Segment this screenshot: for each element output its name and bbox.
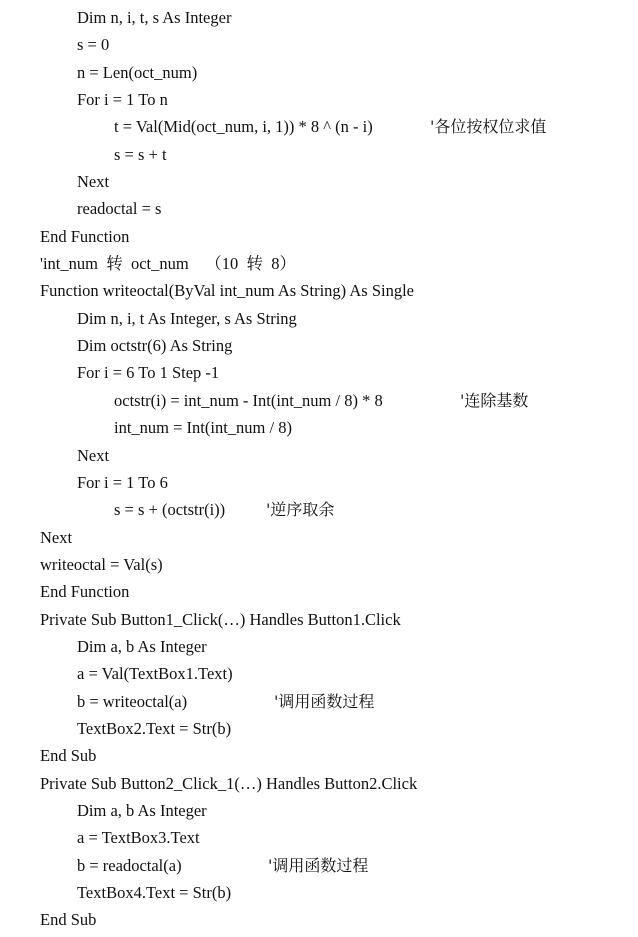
code-line: [0, 141, 638, 168]
code-text: For i = 1 To 6: [77, 472, 168, 492]
code-line: [0, 113, 638, 140]
code-text: End Function: [40, 582, 130, 602]
code-text: n = Len(oct_num): [77, 62, 198, 82]
code-text: For i = 6 To 1 Step -1: [77, 363, 220, 383]
code-line: [0, 387, 638, 414]
code-line: [0, 688, 638, 715]
code-text: s = 0: [77, 35, 110, 55]
code-text: Next: [40, 527, 73, 547]
code-line: [0, 442, 638, 469]
code-text: b = writeoctal(a): [77, 691, 188, 711]
code-comment: '各位按权位求值: [430, 117, 547, 137]
code-comment: '逆序取余: [266, 500, 335, 520]
code-text: Dim a, b As Integer: [77, 800, 207, 820]
code-text: a = TextBox3.Text: [77, 828, 200, 848]
code-line: [0, 742, 638, 769]
code-line: [0, 906, 638, 933]
code-line: [0, 715, 638, 742]
code-line: [0, 633, 638, 660]
code-comment: '调用函数过程: [268, 855, 369, 875]
code-line: [0, 168, 638, 195]
code-comment: '调用函数过程: [274, 691, 375, 711]
code-line: [0, 879, 638, 906]
code-line: [0, 469, 638, 496]
code-line: [0, 305, 638, 332]
code-text: readoctal = s: [77, 199, 162, 219]
code-line: [0, 359, 638, 386]
code-line: [0, 496, 638, 523]
code-text: TextBox2.Text = Str(b): [77, 718, 232, 738]
code-text: 'int_num 转 oct_num （10 转 8）: [40, 254, 296, 274]
code-line: [0, 524, 638, 551]
code-line: [0, 86, 638, 113]
code-text: Dim n, i, t As Integer, s As String: [77, 308, 297, 328]
code-line: [0, 223, 638, 250]
code-line: [0, 31, 638, 58]
code-text: b = readoctal(a): [77, 855, 182, 875]
code-comment: '连除基数: [460, 390, 529, 410]
code-line: [0, 824, 638, 851]
code-text: s = s + (octstr(i)): [114, 500, 226, 520]
code-text: End Function: [40, 226, 130, 246]
code-line: [0, 797, 638, 824]
code-line: [0, 59, 638, 86]
code-line: [0, 551, 638, 578]
code-text: Dim n, i, t, s As Integer: [77, 8, 232, 27]
code-text: int_num = Int(int_num / 8): [114, 418, 292, 438]
code-text: Function writeoctal(ByVal int_num As String) As Single: [40, 281, 414, 301]
code-line: [0, 660, 638, 687]
code-line: [0, 606, 638, 633]
code-line: [0, 195, 638, 222]
code-line: [0, 277, 638, 304]
code-text: Dim a, b As Integer: [77, 636, 207, 656]
code-line: [0, 250, 638, 277]
code-text: Private Sub Button2_Click_1(…) Handles Button2.Click: [40, 773, 418, 793]
code-listing: [0, 4, 638, 934]
code-text: Next: [77, 445, 110, 465]
code-text: a = Val(TextBox1.Text): [77, 664, 233, 684]
code-line: [0, 414, 638, 441]
code-text: s = s + t: [114, 144, 167, 164]
code-text: For i = 1 To n: [77, 90, 168, 110]
code-text: Private Sub Button1_Click(…) Handles Button1.Click: [40, 609, 401, 629]
code-line: [0, 852, 638, 879]
code-text: TextBox4.Text = Str(b): [77, 883, 232, 902]
code-text: Next: [77, 172, 110, 192]
code-line: [0, 578, 638, 605]
code-text: t = Val(Mid(oct_num, i, 1)) * 8 ^ (n - i): [114, 117, 373, 137]
code-text: Dim octstr(6) As String: [77, 336, 233, 356]
code-text: writeoctal = Val(s): [40, 554, 163, 574]
code-line: [0, 770, 638, 797]
code-text: End Sub: [40, 746, 97, 766]
code-text: End Sub: [40, 910, 97, 930]
code-text: octstr(i) = int_num - Int(int_num / 8) * 8: [114, 390, 383, 410]
code-line: [0, 4, 638, 31]
code-line: [0, 332, 638, 359]
